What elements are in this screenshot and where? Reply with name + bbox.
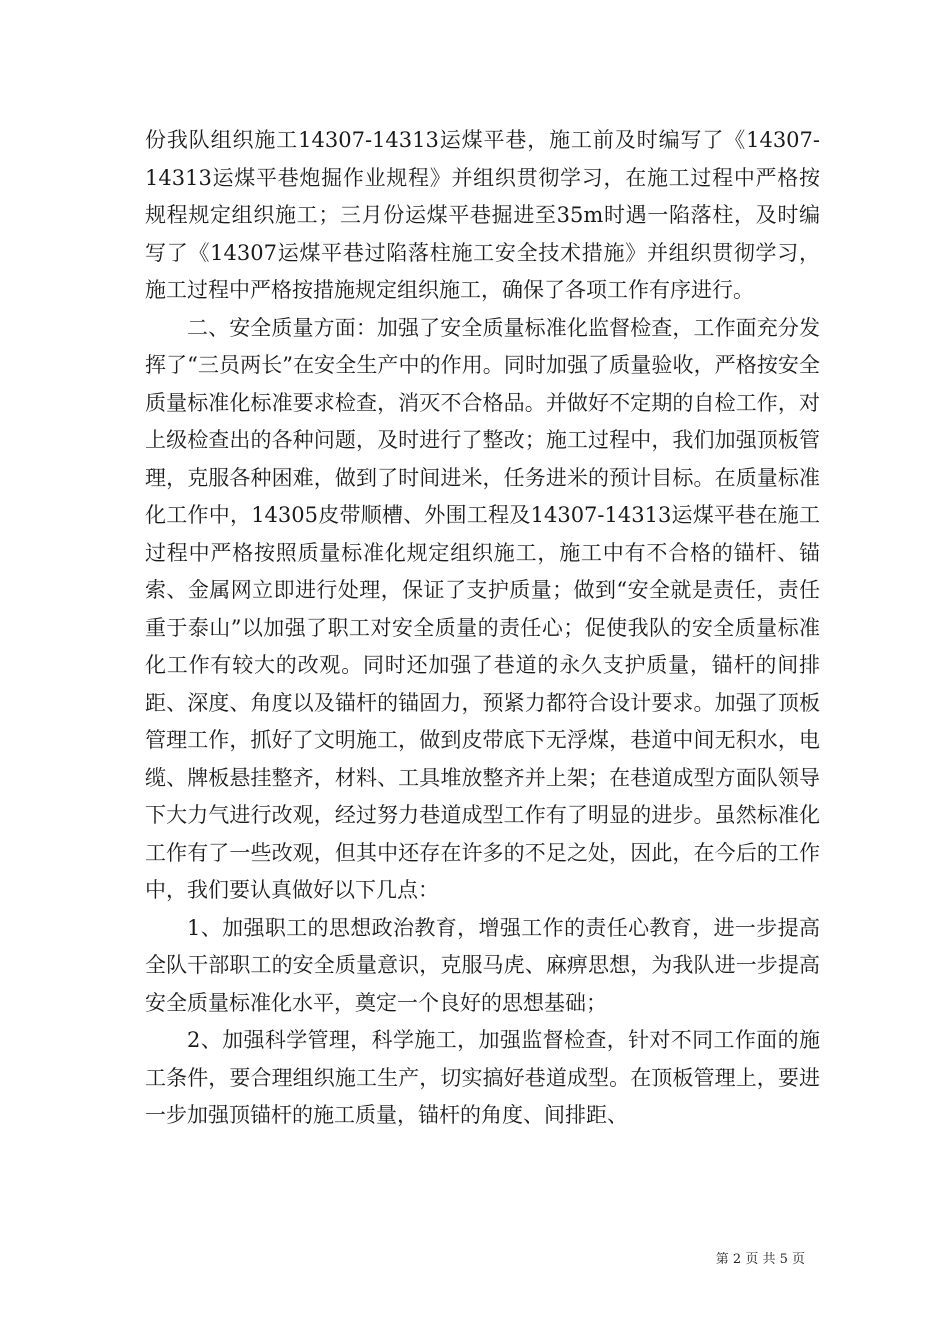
page-number: 第 2 页 共 5 页 bbox=[715, 1252, 805, 1267]
document-body bbox=[145, 122, 820, 1135]
paragraph-continuation: 份我队组织施工14307-14313运煤平巷，施工前及时编写了《14307-14313运煤平巷炮掘作业规程》并组织贯彻学习，在施工过程中严格按规程规定组织施工；三月份运煤平巷掘进至35m时遇一陷落柱，及时编写了《14307运煤平巷过陷落柱施工安全技术措施》并组织贯彻学习，施工过程中严格按措施规定组织施工，确保了各项工作有序进行。 bbox=[145, 128, 820, 302]
paragraph-safety-quality: 二、安全质量方面：加强了安全质量标准化监督检查，工作面充分发挥了“三员两长”在安全生产中的作用。同时加强了质量验收，严格按安全质量标准化标准要求检查，消灭不合格品。并做好不定期的自检工作，对上级检查出的各种问题，及时进行了整改；施工过程中，我们加强顶板管理，克服各种困难，做到了时间进米，任务进米的预计目标。在质量标准化工作中，14305皮带顺槽、外围工程及14307-14313运煤平巷在施工过程中严格按照质量标准化规定组织施工，施工中有不合格的锚杆、锚索、金属网立即进行处理，保证了支护质量；做到“安全就是责任，责任重于泰山”以加强了职工对安全质量的责任心；促使我队的安全质量标准化工作有较大的改观。同时还加强了巷道的永久支护质量，锚杆的间排距、深度、角度以及锚杆的锚固力，预紧力都符合设计要求。加强了顶板管理工作，抓好了文明施工，做到皮带底下无浮煤，巷道中间无积水，电缆、牌板悬挂整齐，材料、工具堆放整齐并上架；在巷道成型方面队领导下大力气进行改观，经过努力巷道成型工作有了明显的进步。虽然标准化工作有了一些改观，但其中还存在许多的不足之处，因此，在今后的工作中，我们要认真做好以下几点： bbox=[145, 315, 820, 902]
paragraph-item-2: 2、加强科学管理，科学施工，加强监督检查，针对不同工作面的施工条件，要合理组织施工生产，切实搞好巷道成型。在顶板管理上，要进一步加强顶锚杆的施工质量，锚杆的角度、间排距、 bbox=[145, 1028, 820, 1127]
paragraph-item-1: 1、加强职工的思想政治教育，增强工作的责任心教育，进一步提高全队干部职工的安全质量意识，克服马虎、麻痹思想，为我队进一步提高安全质量标准化水平，奠定一个良好的思想基础； bbox=[145, 915, 820, 1015]
